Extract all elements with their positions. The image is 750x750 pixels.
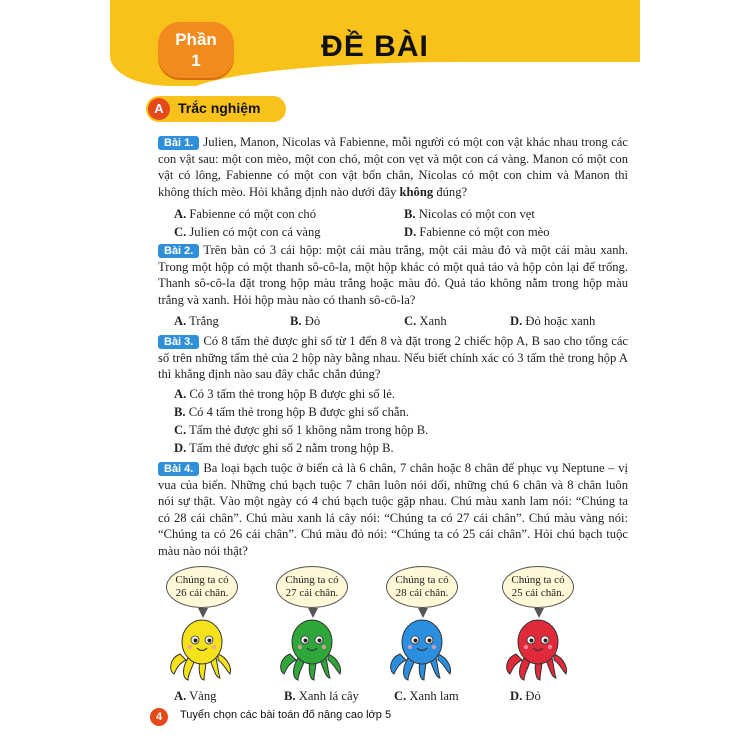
- option-2a: A. Trắng: [174, 314, 219, 328]
- octopus-illustration: [386, 614, 458, 684]
- bubble-line-1: Chúng ta có: [395, 574, 449, 586]
- problem-3: [158, 333, 628, 383]
- octopus-illustration: [276, 614, 348, 684]
- part-number: 1: [191, 51, 201, 70]
- problem-text: Có 8 tấm thẻ được ghi số từ 1 đến 8 và đặt trong 2 chiếc hộp A, B sao cho tổng các số trên những tấm thẻ của 2 hộp này bằng nhau. Nếu biết chính xác có 3 tấm thẻ trong hộp A thì khẳng định nào sau đây chắc chắn đúng?: [158, 334, 628, 381]
- part-label: Phần: [175, 30, 217, 49]
- option-1a: A. Fabienne có một con chó: [174, 207, 317, 221]
- option-3a: A. Có 3 tấm thẻ trong hộp B được ghi số lẻ.: [174, 387, 395, 401]
- problem-2: [158, 242, 628, 308]
- problem-text: Trên bàn có 3 cái hộp: một cái màu trắng, một cái màu đỏ và một cái màu xanh. Trong một hộp có một thanh sô-cô-la, một hộp khác có một quả táo và hộp còn lại để trống. Thanh sô-cô-la đặt trong hộp màu trắng hoặc màu đỏ. Quả táo không nằm trong hộp màu trắng và xanh. Hỏi hộp màu nào có thanh sô-cô-la?: [158, 243, 628, 307]
- option-1b: B. Nicolas có một con vẹt: [404, 207, 535, 221]
- book-title: Tuyển chọn các bài toán đố nâng cao lớp 5: [180, 709, 392, 721]
- option-2c: C. Xanh: [404, 314, 447, 328]
- speech-bubble: [502, 566, 574, 608]
- problem-1: [158, 134, 628, 200]
- octopus-option: C. Xanh lam: [394, 689, 459, 703]
- option-1d: D. Fabienne có một con mèo: [404, 225, 550, 239]
- book-page: [110, 0, 640, 750]
- bubble-line-2: 25 cái chân.: [511, 587, 565, 599]
- option-2d: D. Đỏ hoặc xanh: [510, 314, 596, 328]
- bubble-line-1: Chúng ta có: [511, 574, 565, 586]
- octopus-illustration: [502, 614, 574, 684]
- section-letter: A: [148, 98, 170, 120]
- problem-text: Ba loại bạch tuộc ở biển cả là 6 chân, 7 chân hoặc 8 chân để phục vụ Neptune – vị vua của biển. Những chú bạch tuộc 7 chân luôn nói dối, những chú 6 chân và 8 chân luôn nói sự thật. Vào một ngày có 4 chú bạch tuộc gặp nhau. Chú màu xanh lam nói: “Chúng ta có 28 cái chân”. Chú màu xanh lá cây nói: “Chúng ta có 27 cái chân”. Chú màu vàng nói: “Chúng ta có 26 cái chân”. Chú màu đỏ nói: “Chúng ta có 25 cái chân”. Hỏi chú bạch tuộc màu nào nói thật?: [158, 461, 628, 558]
- option-3b: B. Có 4 tấm thẻ trong hộp B được ghi số chẵn.: [174, 405, 409, 419]
- problem-tag: Bài 3.: [158, 335, 199, 349]
- octopus-option: B. Xanh lá cây: [284, 689, 359, 703]
- problem-tag: Bài 4.: [158, 462, 199, 476]
- section-label: Trắc nghiệm: [178, 100, 261, 116]
- problem-emphasis: không: [399, 184, 434, 199]
- option-3d: D. Tấm thẻ được ghi số 2 nằm trong hộp B.: [174, 441, 394, 455]
- bubble-line-2: 27 cái chân.: [285, 587, 339, 599]
- option-3c: C. Tấm thẻ được ghi số 1 không nằm trong hộp B.: [174, 423, 429, 437]
- problem-4: [158, 460, 628, 559]
- option-2b: B. Đỏ: [290, 314, 321, 328]
- page-number: 4: [150, 708, 168, 726]
- octopus-illustration: [166, 614, 238, 684]
- problem-text: Julien, Manon, Nicolas và Fabienne, mỗi người có một con vật khác nhau trong các con vật sau: một con mèo, một con chó, một con vẹt và một con cá vàng. Manon có một con vật có lông, Fabienne có một con vật bốn chân, Nicolas có một con chim và Manon thì không thích mèo. Hỏi khẳng định nào dưới đây: [158, 135, 628, 199]
- speech-bubble: [386, 566, 458, 608]
- section-heading: [146, 96, 286, 122]
- bubble-line-2: 26 cái chân.: [175, 587, 229, 599]
- page-title: ĐỀ BÀI: [321, 30, 429, 63]
- octopus-option: A. Vàng: [174, 689, 217, 703]
- problem-tag: Bài 1.: [158, 136, 199, 150]
- speech-bubble: [166, 566, 238, 608]
- bubble-line-1: Chúng ta có: [175, 574, 229, 586]
- bubble-line-1: Chúng ta có: [285, 574, 339, 586]
- option-1c: C. Julien có một con cá vàng: [174, 225, 321, 239]
- problem-tag: Bài 2.: [158, 244, 199, 258]
- octopus-option: D. Đỏ: [510, 689, 541, 703]
- problem-text-tail: đúng?: [436, 184, 468, 199]
- bubble-line-2: 28 cái chân.: [395, 587, 449, 599]
- speech-bubble: [276, 566, 348, 608]
